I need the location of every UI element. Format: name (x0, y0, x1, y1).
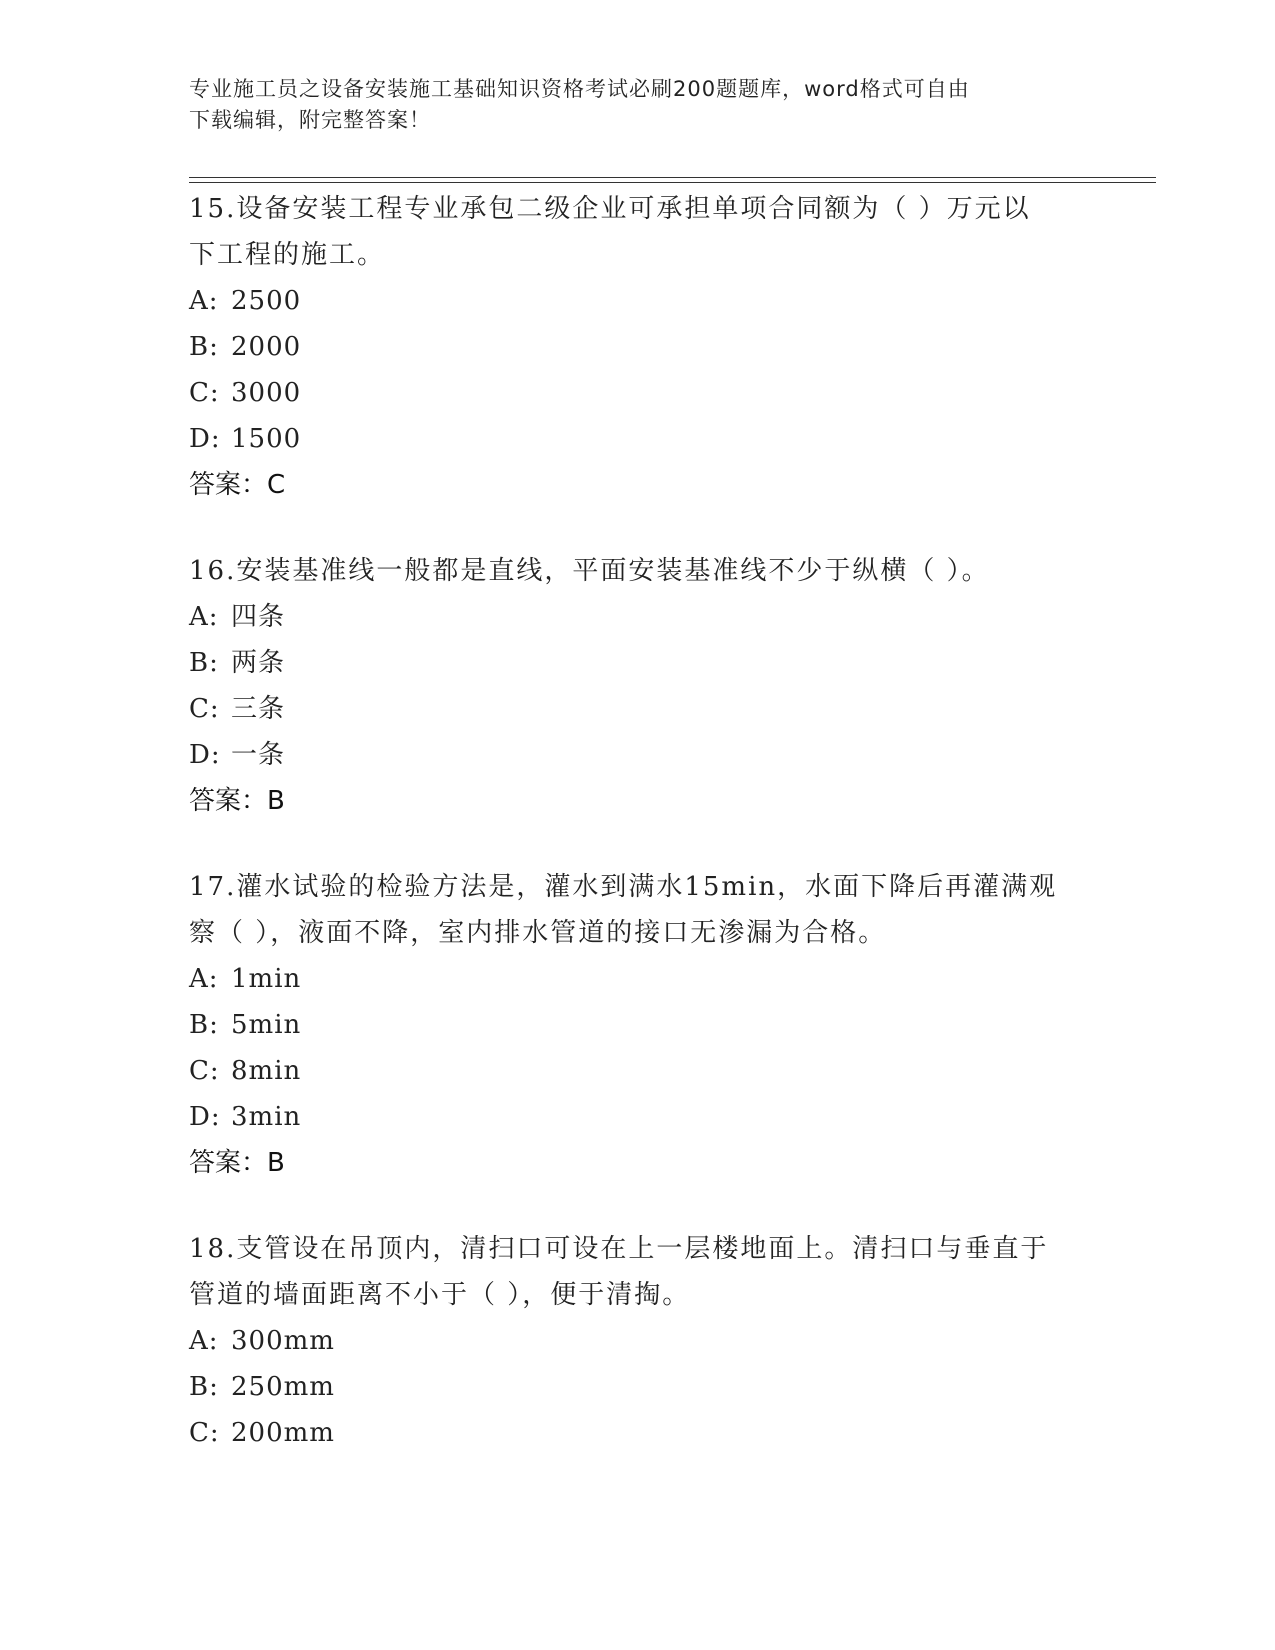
option-text: 四条 (231, 602, 286, 632)
question-stem-line-2: 察（ ），液面不降，室内排水管道的接口无渗漏为合格。 (189, 918, 887, 948)
option-key: B: (189, 332, 219, 362)
header-line-1: 专业施工员之设备安装施工基础知识资格考试必刷200题题库，word格式可自由 (189, 77, 970, 101)
option-b (189, 640, 1089, 686)
option-text: 5min (231, 1010, 302, 1040)
header-divider-bottom (189, 182, 1156, 183)
option-key: D: (189, 1102, 221, 1132)
option-text: 250mm (231, 1372, 335, 1402)
option-d (189, 1094, 1089, 1140)
answer-line: 答案：B (189, 786, 285, 816)
header-divider-top (189, 177, 1156, 178)
question-stem-line-1: 17.灌水试验的检验方法是，灌水到满水15min，水面下降后再灌满观 (189, 872, 1058, 902)
option-key: B: (189, 648, 219, 678)
option-key: C: (189, 1056, 220, 1086)
option-a (189, 278, 1089, 324)
option-key: A: (189, 286, 219, 316)
question-stem-line-1: 16.安装基准线一般都是直线，平面安装基准线不少于纵横（ ）。 (189, 556, 990, 586)
question-stem-line-2: 管道的墙面距离不小于（ ），便于清掏。 (189, 1280, 691, 1310)
question-stem-line-1: 15.设备安装工程专业承包二级企业可承担单项合同额为（ ）万元以 (189, 194, 1031, 224)
option-c (189, 686, 1089, 732)
option-text: 两条 (231, 648, 286, 678)
question-18 (189, 1226, 1089, 1456)
option-d (189, 732, 1089, 778)
option-b (189, 324, 1089, 370)
option-key: A: (189, 602, 219, 632)
option-text: 三条 (231, 694, 286, 724)
option-text: 1min (231, 964, 302, 994)
option-text: 1500 (231, 424, 302, 454)
question-stem-line-2: 下工程的施工。 (189, 240, 386, 270)
question-17 (189, 864, 1089, 1186)
option-c (189, 370, 1089, 416)
option-a (189, 1318, 1089, 1364)
document-header (189, 74, 1089, 136)
option-text: 200mm (231, 1418, 335, 1448)
option-key: C: (189, 694, 220, 724)
option-text: 一条 (231, 740, 286, 770)
option-b (189, 1002, 1089, 1048)
option-key: B: (189, 1010, 219, 1040)
question-16 (189, 548, 1089, 824)
question-stem-line-1: 18.支管设在吊顶内，清扫口可设在上一层楼地面上。清扫口与垂直于 (189, 1234, 1049, 1264)
option-c (189, 1410, 1089, 1456)
option-text: 8min (231, 1056, 302, 1086)
option-key: D: (189, 740, 221, 770)
option-key: C: (189, 1418, 220, 1448)
option-text: 2500 (231, 286, 302, 316)
option-d (189, 416, 1089, 462)
option-key: A: (189, 1326, 219, 1356)
option-key: A: (189, 964, 219, 994)
option-b (189, 1364, 1089, 1410)
option-a (189, 594, 1089, 640)
answer-line: 答案：B (189, 1148, 285, 1178)
option-key: B: (189, 1372, 219, 1402)
answer-line: 答案：C (189, 470, 286, 500)
option-text: 300mm (231, 1326, 335, 1356)
header-line-2: 下载编辑，附完整答案！ (189, 108, 431, 132)
option-text: 3min (231, 1102, 302, 1132)
question-15 (189, 186, 1089, 508)
option-c (189, 1048, 1089, 1094)
option-text: 3000 (231, 378, 302, 408)
option-a (189, 956, 1089, 1002)
option-key: C: (189, 378, 220, 408)
option-text: 2000 (231, 332, 302, 362)
option-key: D: (189, 424, 221, 454)
